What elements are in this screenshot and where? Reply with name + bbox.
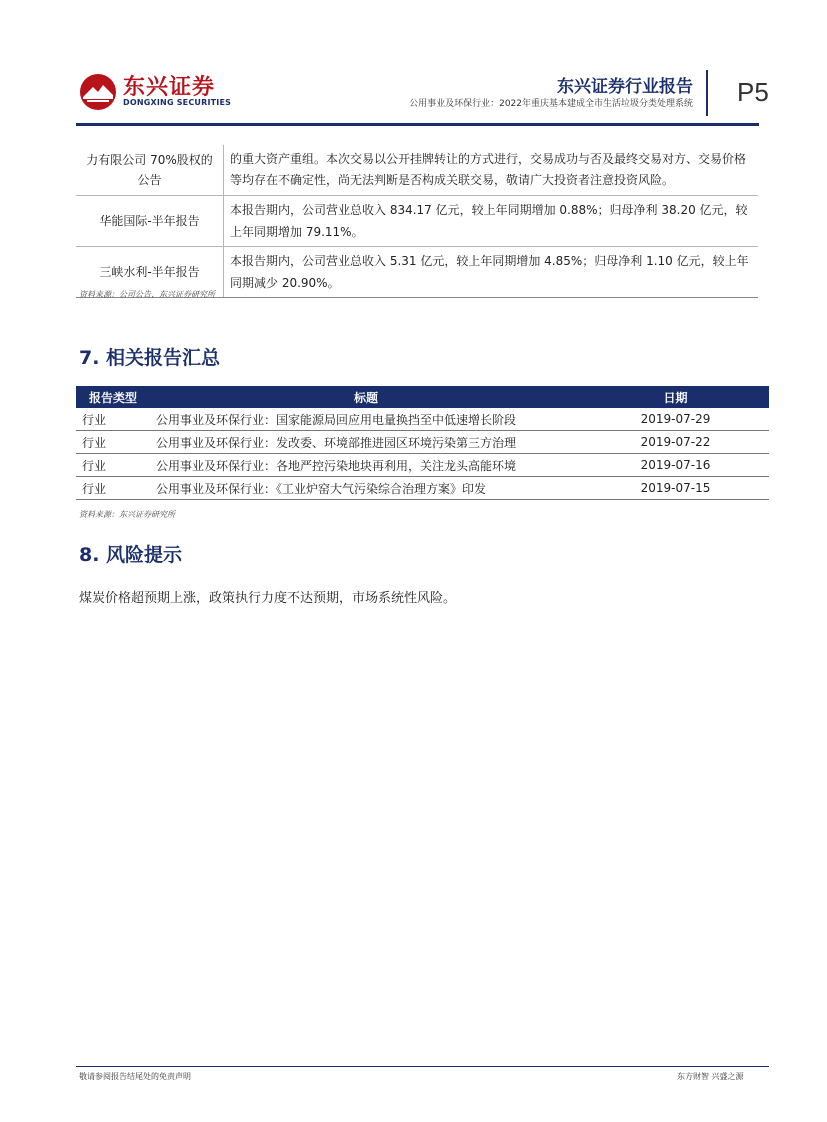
table-row — [76, 195, 758, 246]
report-type: 行业 — [76, 477, 150, 500]
report-title: 公用事业及环保行业：发改委、环境部推进园区环境污染第三方治理 — [150, 431, 582, 454]
header-type: 报告类型 — [76, 386, 150, 408]
table-row — [76, 477, 769, 500]
risk-text: 煤炭价格超预期上涨，政策执行力度不达预期，市场系统性风险。 — [79, 591, 457, 606]
report-date: 2019-07-16 — [582, 454, 769, 477]
table-row — [76, 431, 769, 454]
brand-name-en: DONGXING SECURITIES — [123, 98, 232, 107]
report-type: 行业 — [76, 454, 150, 477]
footer-rule — [76, 1066, 769, 1067]
table-cell-name: 力有限公司 70%股权的公告 — [76, 145, 224, 195]
announcement-table — [76, 145, 758, 298]
page-number: P5 — [737, 77, 769, 107]
report-subtitle: 公用事业及环保行业：2022年重庆基本建成全市生活垃圾分类处理系统 — [409, 99, 693, 109]
header-rule — [76, 123, 759, 126]
header-date: 日期 — [582, 386, 769, 408]
table-cell-content: 本报告期内，公司营业总收入 834.17 亿元，较上年同期增加 0.88%；归母净利 38.20 亿元，较上年同期增加 79.11%。 — [224, 195, 759, 246]
report-title: 公用事业及环保行业：《工业炉窑大气污染综合治理方案》印发 — [150, 477, 582, 500]
table-cell-name: 华能国际-半年报告 — [76, 195, 224, 246]
header-divider — [706, 70, 708, 116]
report-title: 公用事业及环保行业：国家能源局回应用电量换挡至中低速增长阶段 — [150, 408, 582, 431]
footer-disclaimer: 敬请参阅报告结尾处的免责声明 — [79, 1072, 191, 1081]
report-title: 公用事业及环保行业：各地严控污染地块再利用，关注龙头高能环境 — [150, 454, 582, 477]
report-date: 2019-07-15 — [582, 477, 769, 500]
table-row — [76, 408, 769, 431]
table-header-row — [76, 386, 769, 408]
logo-icon — [79, 73, 117, 111]
table-row — [76, 454, 769, 477]
report-type: 行业 — [76, 431, 150, 454]
report-date: 2019-07-22 — [582, 431, 769, 454]
table-cell-content: 本报告期内，公司营业总收入 5.31 亿元，较上年同期增加 4.85%；归母净利 1.10 亿元，较上年同期减少 20.90%。 — [224, 246, 759, 297]
report-date: 2019-07-29 — [582, 408, 769, 431]
footer-slogan: 东方财智 兴盛之源 — [677, 1072, 744, 1081]
section-7-title: 7. 相关报告汇总 — [79, 347, 221, 369]
table-cell-content: 的重大资产重组。本次交易以公开挂牌转让的方式进行，交易成功与否及最终交易对方、交易价格等均存在不确定性，尚无法判断是否构成关联交易，敬请广大投资者注意投资风险。 — [224, 145, 759, 195]
report-type: 行业 — [76, 408, 150, 431]
header-title: 标题 — [150, 386, 582, 408]
report-label: 东兴证券行业报告 — [557, 77, 693, 97]
table-row — [76, 145, 758, 195]
table-source: 资料来源：东兴证券研究所 — [79, 510, 175, 519]
brand-name: 东兴证券 — [123, 75, 216, 100]
related-reports-table — [76, 386, 769, 500]
table-cell-name: 三峡水利-半年报告 — [76, 246, 224, 297]
section-8-title: 8. 风险提示 — [79, 544, 183, 566]
table-source: 资料来源：公司公告、东兴证券研究所 — [79, 290, 215, 299]
